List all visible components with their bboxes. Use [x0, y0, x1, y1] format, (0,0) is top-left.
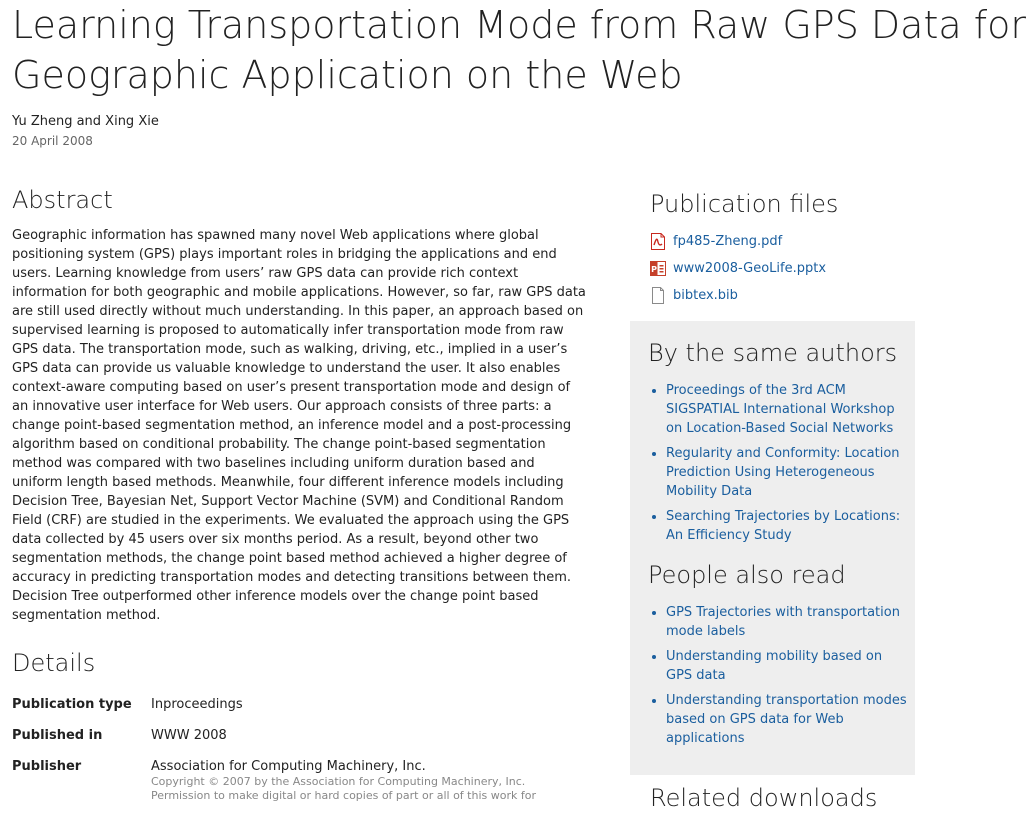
generic-file-icon	[650, 287, 666, 304]
copyright-line-1: Copyright © 2007 by the Association for Computing Machinery, Inc.	[151, 775, 526, 788]
related-downloads-heading: Related downloads	[650, 784, 878, 812]
list-item	[666, 381, 907, 438]
details-key: Publication type	[12, 697, 132, 712]
list-item	[666, 507, 907, 545]
file-item[interactable]	[650, 255, 915, 282]
publisher-name: Association for Computing Machinery, Inc.	[151, 759, 426, 774]
details-row	[12, 757, 536, 816]
svg-text:P: P	[651, 265, 657, 274]
list-item	[666, 603, 907, 641]
same-authors-heading: By the same authors	[648, 339, 898, 367]
copyright-line-2: Permission to make digital or hard copies of part or all of this work for	[151, 789, 536, 802]
file-item[interactable]	[650, 228, 915, 255]
same-authors-link[interactable]: Proceedings of the 3rd ACM SIGSPATIAL International Workshop on Location-Based Social Networks	[666, 383, 895, 436]
pdf-file-icon	[650, 233, 666, 250]
publication-files	[630, 186, 915, 309]
page-title-line-1: Learning Transportation Mode from Raw GPS Data for	[12, 3, 1026, 47]
pptx-file-icon	[650, 260, 666, 277]
details-heading: Details	[12, 649, 96, 677]
publication-date: 20 April 2008	[12, 134, 93, 148]
file-link[interactable]: www2008-GeoLife.pptx	[673, 261, 827, 276]
details-value: WWW 2008	[151, 728, 227, 743]
also-read-link[interactable]: GPS Trajectories with transportation mode labels	[666, 605, 900, 639]
abstract-text: Geographic information has spawned many novel Web applications where global positioning system (GPS) plays important roles in bridging the applications and end users. Learning knowledge from users’ raw GPS data can provide rich context information for both geographic and mobile applications. However, so far, raw GPS data are still used directly without much understanding. In this paper, an approach based on supervised learning is proposed to automatically infer transportation mode from raw GPS data. The transportation mode, such as walking, driving, etc., implied in a user’s GPS data can provide us valuable knowledge to understand the user. It also enables context-aware computing based on user’s present transportation mode and design of an innovative user interface for Web users. Our approach consists of three parts: a change point-based segmentation method, an inference model and a post-processing algorithm based on conditional probability. The change point-based segmentation method was compared with two baselines including uniform duration based and uniform length based methods. Meanwhile, four different inference models including Decision Tree, Bayesian Net, Support Vector Machine (SVM) and Conditional Random Field (CRF) are studied in the experiments. We evaluated the approach using the GPS data collected by 45 users over six months period. As a result, beyond other two segmentation methods, the change point based method achieved a higher degree of accuracy in predicting transportation modes and detecting transitions between them. Decision Tree outperformed other inference models over the change point based segmentation method.	[12, 228, 586, 623]
details-value	[151, 757, 536, 816]
also-read-list	[648, 603, 907, 748]
also-read-link[interactable]: Understanding transportation modes based on GPS data for Web applications	[666, 693, 907, 746]
file-link[interactable]: fp485-Zheng.pdf	[673, 234, 783, 249]
same-authors-link[interactable]: Searching Trajectories by Locations: An Efficiency Study	[666, 509, 901, 543]
same-authors-link[interactable]: Regularity and Conformity: Location Prediction Using Heterogeneous Mobility Data	[666, 446, 900, 499]
details-value: Inproceedings	[151, 697, 243, 712]
also-read-heading: People also read	[648, 561, 846, 589]
related-panel	[630, 321, 915, 775]
authors: Yu Zheng and Xing Xie	[12, 114, 159, 129]
file-item[interactable]	[650, 282, 915, 309]
page-title-line-2: Geographic Application on the Web	[12, 53, 683, 97]
file-link[interactable]: bibtex.bib	[673, 288, 738, 303]
sidebar	[630, 186, 915, 775]
publication-files-heading: Publication files	[650, 190, 839, 218]
details-table	[12, 695, 536, 816]
same-authors-list	[648, 381, 907, 545]
details-row	[12, 726, 536, 757]
details-row	[12, 695, 536, 726]
abstract-heading: Abstract	[12, 186, 113, 214]
details-key: Publisher	[12, 759, 82, 774]
list-item	[666, 647, 907, 685]
list-item	[666, 444, 907, 501]
page-title	[12, 0, 1026, 100]
also-read-link[interactable]: Understanding mobility based on GPS data	[666, 649, 883, 683]
main-content	[12, 182, 587, 816]
details-key: Published in	[12, 728, 103, 743]
list-item	[666, 691, 907, 748]
